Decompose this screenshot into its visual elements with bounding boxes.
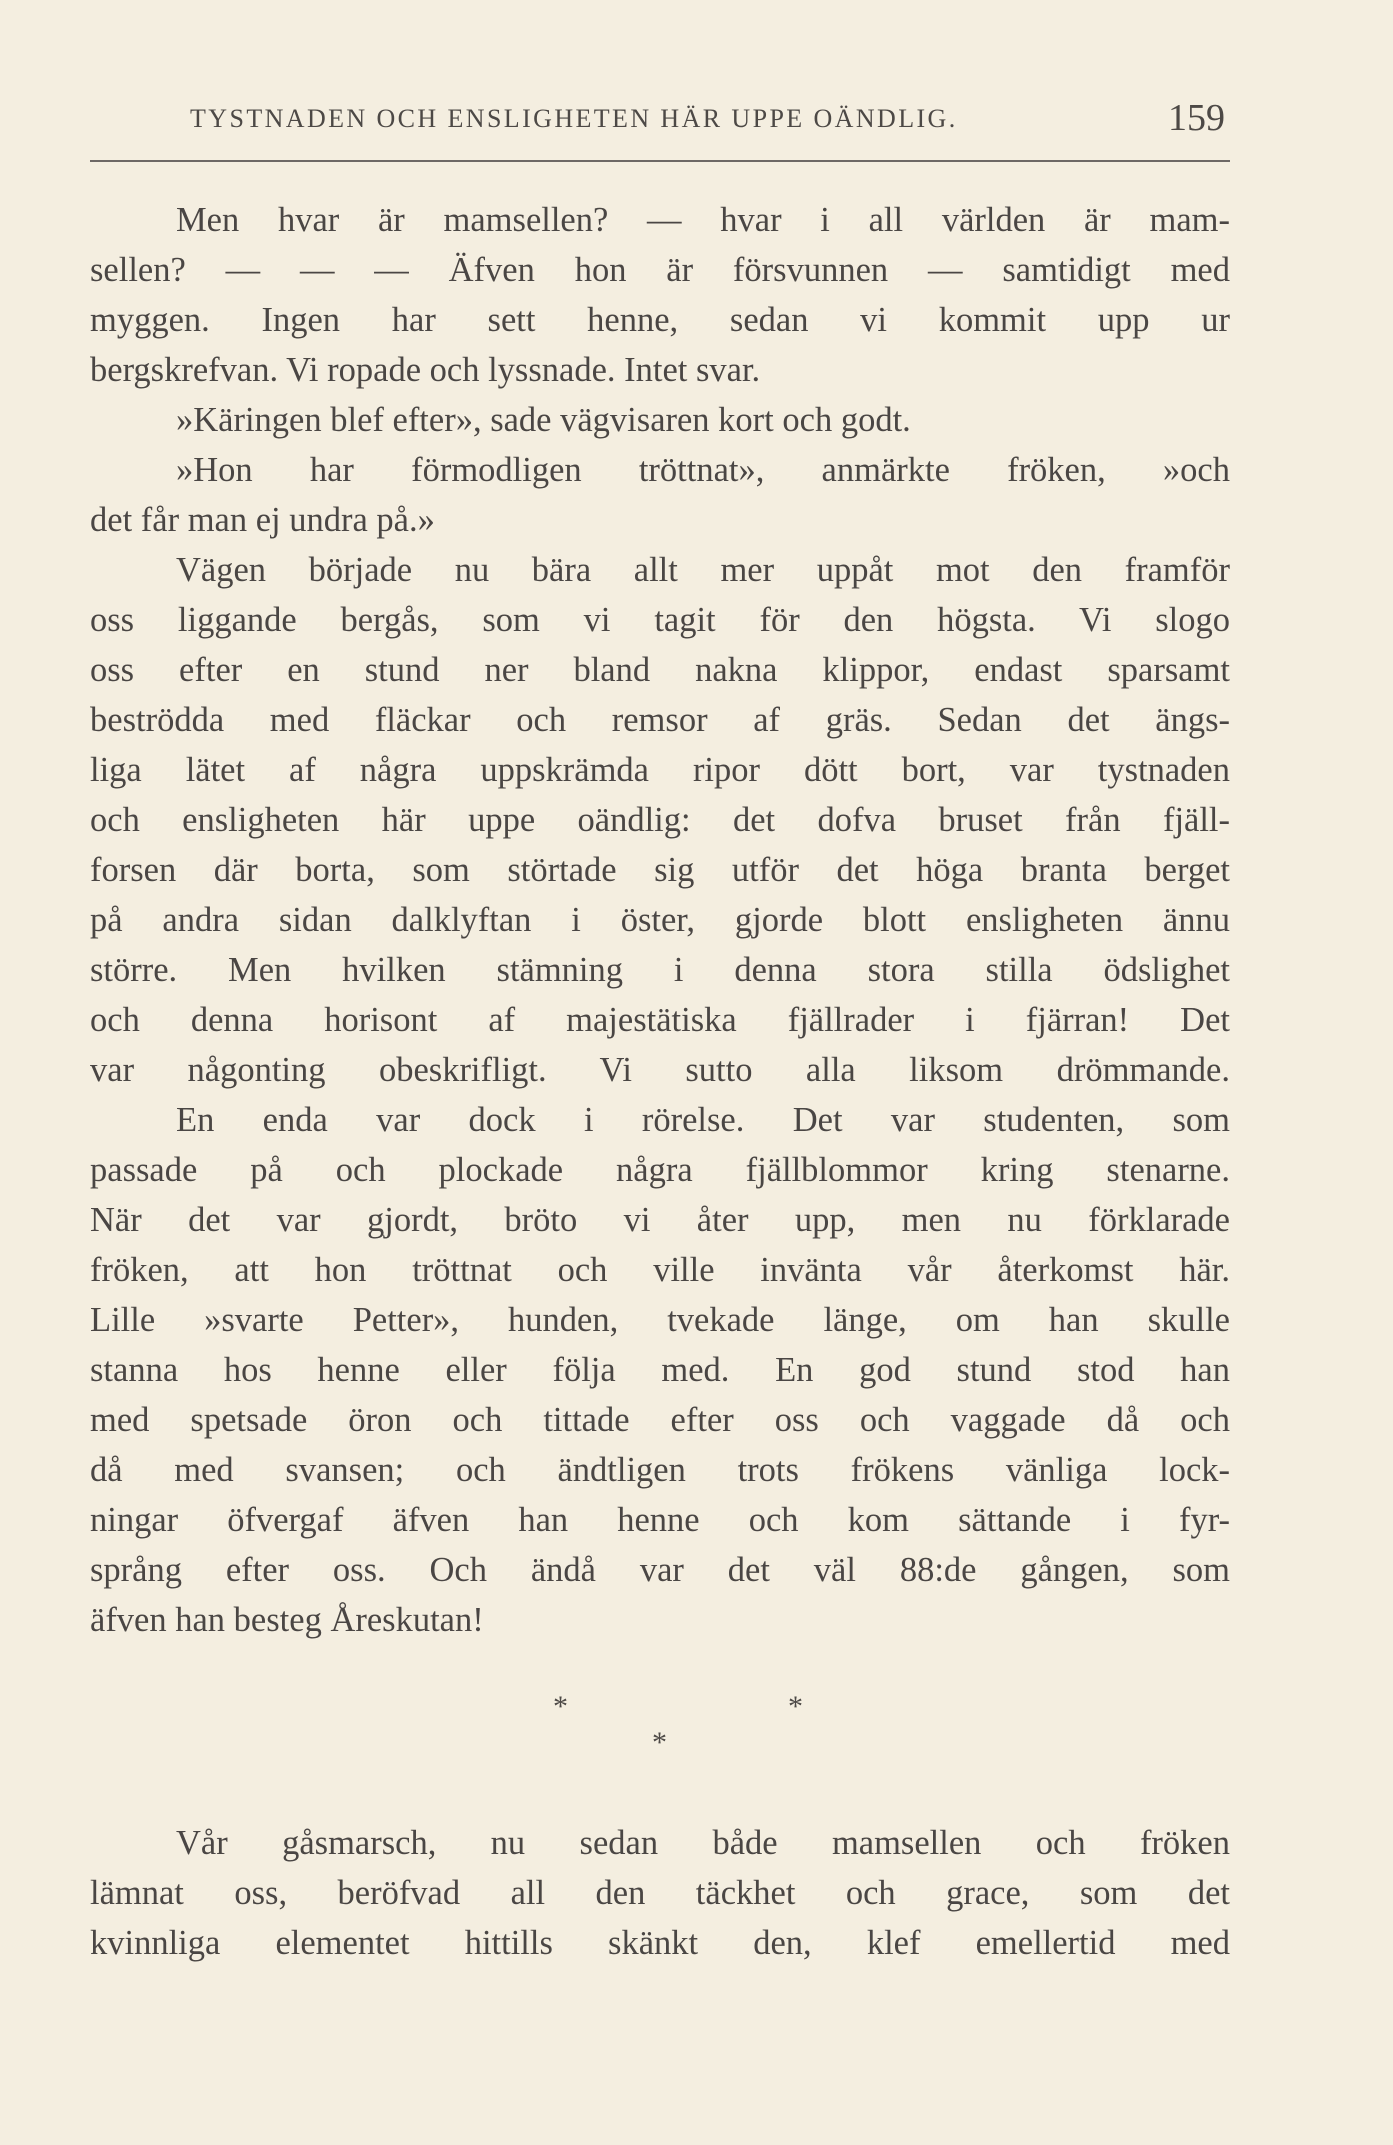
page-number: 159	[1168, 97, 1225, 139]
text-line: större. Men hvilken stämning i denna stora stilla ödslighet	[90, 951, 1230, 989]
running-head: TYSTNADEN OCH ENSLIGHETEN HÄR UPPE OÄNDLIG.	[190, 104, 958, 133]
text-line: passade på och plockade några fjällblommor kring stenarne.	[90, 1151, 1230, 1189]
text-line: och ensligheten här uppe oändlig: det dofva bruset från fjäll-	[90, 801, 1230, 839]
text-line: språng efter oss. Och ändå var det väl 88:de gången, som	[90, 1551, 1230, 1589]
body-text	[90, 195, 1230, 1645]
text-line: stanna hos henne eller följa med. En god stund stod han	[90, 1351, 1230, 1389]
text-line: och denna horisont af majestätiska fjällrader i fjärran! Det	[90, 1001, 1230, 1039]
text-line: Vår gåsmarsch, nu sedan både mamsellen och fröken	[176, 1824, 1230, 1862]
asterisk: *	[553, 1690, 568, 1723]
text-line: Vägen började nu bära allt mer uppåt mot den framför	[176, 551, 1230, 589]
text-line: då med svansen; och ändtligen trots frökens vänliga lock-	[90, 1451, 1230, 1489]
text-line: fröken, att hon tröttnat och ville invänta vår återkomst här.	[90, 1251, 1230, 1289]
text-line: myggen. Ingen har sett henne, sedan vi kommit upp ur	[90, 301, 1230, 339]
asterisk: *	[652, 1726, 667, 1759]
text-line: En enda var dock i rörelse. Det var studenten, som	[176, 1101, 1230, 1139]
section-break-asterism	[0, 1690, 1393, 1760]
text-line: liga lätet af några uppskrämda ripor dött bort, var tystnaden	[90, 751, 1230, 789]
text-line: När det var gjordt, bröto vi åter upp, men nu förklarade	[90, 1201, 1230, 1239]
text-line: beströdda med fläckar och remsor af gräs. Sedan det ängs-	[90, 701, 1230, 739]
text-line: det får man ej undra på.»	[90, 501, 435, 539]
text-line: forsen där borta, som störtade sig utför det höga branta berget	[90, 851, 1230, 889]
text-line: lämnat oss, beröfvad all den täckhet och grace, som det	[90, 1874, 1230, 1912]
body-text-continued	[90, 1818, 1230, 1968]
text-line: på andra sidan dalklyftan i öster, gjorde blott ensligheten ännu	[90, 901, 1230, 939]
text-line: Men hvar är mamsellen? — hvar i all världen är mam-	[176, 201, 1230, 239]
text-line: sellen? — — — Äfven hon är försvunnen — samtidigt med	[90, 251, 1230, 289]
text-line: oss liggande bergås, som vi tagit för den högsta. Vi slogo	[90, 601, 1230, 639]
header-rule	[90, 160, 1230, 162]
asterisk: *	[788, 1690, 803, 1723]
text-line: »Käringen blef efter», sade vägvisaren kort och godt.	[176, 401, 911, 439]
text-line: äfven han besteg Åreskutan!	[90, 1601, 484, 1639]
text-line: var någonting obeskrifligt. Vi sutto alla liksom drömmande.	[90, 1051, 1230, 1089]
text-line: Lille »svarte Petter», hunden, tvekade länge, om han skulle	[90, 1301, 1230, 1339]
text-line: kvinnliga elementet hittills skänkt den, klef emellertid med	[90, 1924, 1230, 1962]
text-line: ningar öfvergaf äfven han henne och kom sättande i fyr-	[90, 1501, 1230, 1539]
text-line: »Hon har förmodligen tröttnat», anmärkte fröken, »och	[176, 451, 1230, 489]
text-line: med spetsade öron och tittade efter oss och vaggade då och	[90, 1401, 1230, 1439]
text-line: oss efter en stund ner bland nakna klippor, endast sparsamt	[90, 651, 1230, 689]
text-line: bergskrefvan. Vi ropade och lyssnade. Intet svar.	[90, 351, 761, 389]
